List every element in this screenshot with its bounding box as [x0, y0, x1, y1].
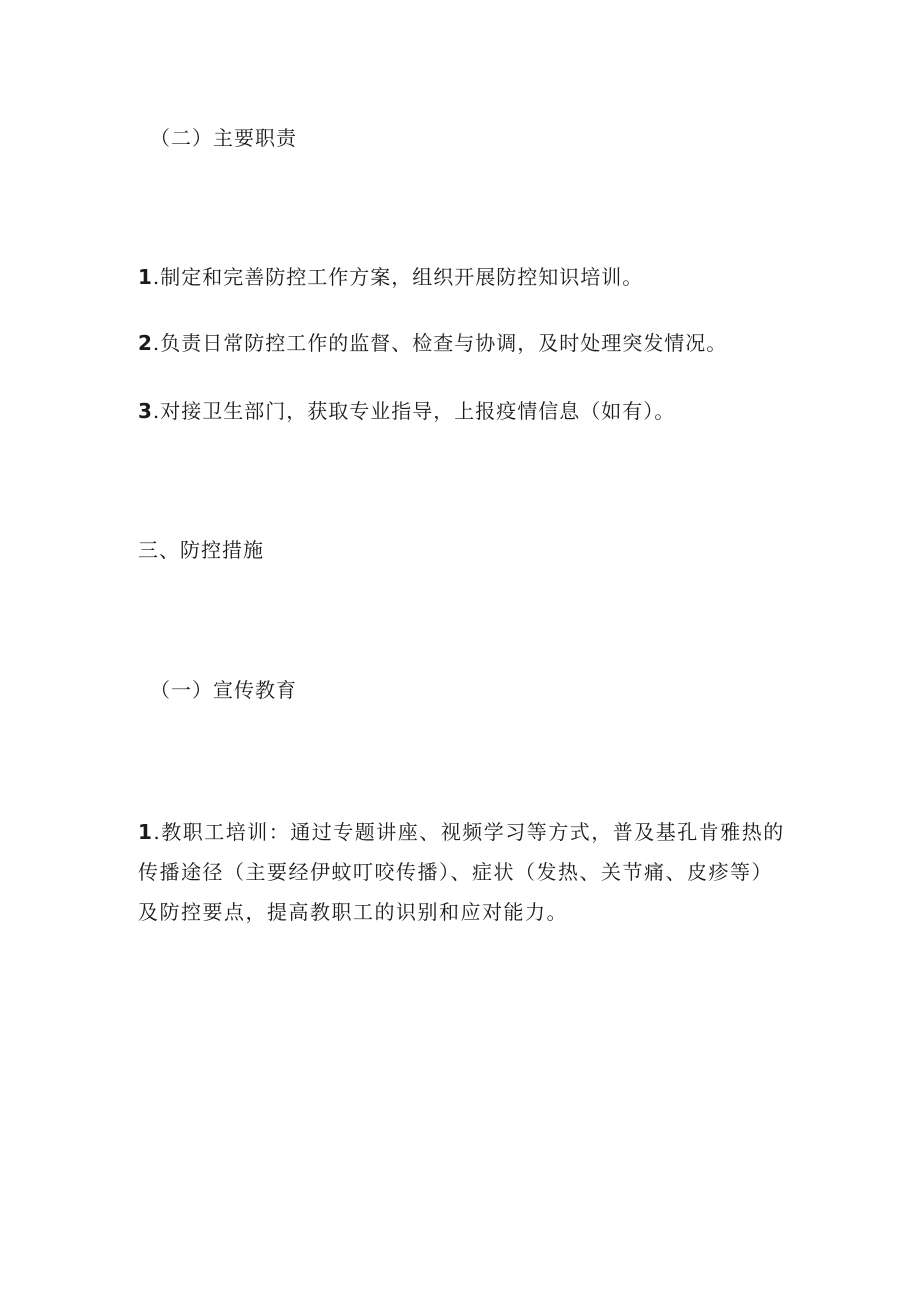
section-heading-measures: 三、防控措施	[138, 538, 264, 562]
item-text: .对接卫生部门，获取专业指导，上报疫情信息（如有）。	[152, 399, 676, 423]
list-item	[138, 812, 788, 932]
item-number: 1	[138, 265, 153, 289]
item-text: .负责日常防控工作的监督、检查与协调，及时处理突发情况。	[152, 331, 728, 355]
item-text: .制定和完善防控工作方案，组织开展防控知识培训。	[152, 265, 644, 289]
list-item	[138, 328, 727, 358]
subsection-heading-education: （一）宣传教育	[150, 678, 297, 702]
item-number: 2	[138, 331, 153, 355]
subsection-heading-responsibilities: （二）主要职责	[150, 126, 297, 150]
list-item	[138, 396, 675, 426]
item-number: 3	[138, 399, 153, 423]
list-item	[138, 262, 643, 292]
item-number: 1	[138, 820, 154, 844]
item-text: .教职工培训：通过专题讲座、视频学习等方式，普及基孔肯雅热的传播途径（主要经伊蚊叮咬传播）、症状（发热、关节痛、皮疹等）及防控要点，提高教职工的识别和应对能力。	[138, 820, 785, 924]
